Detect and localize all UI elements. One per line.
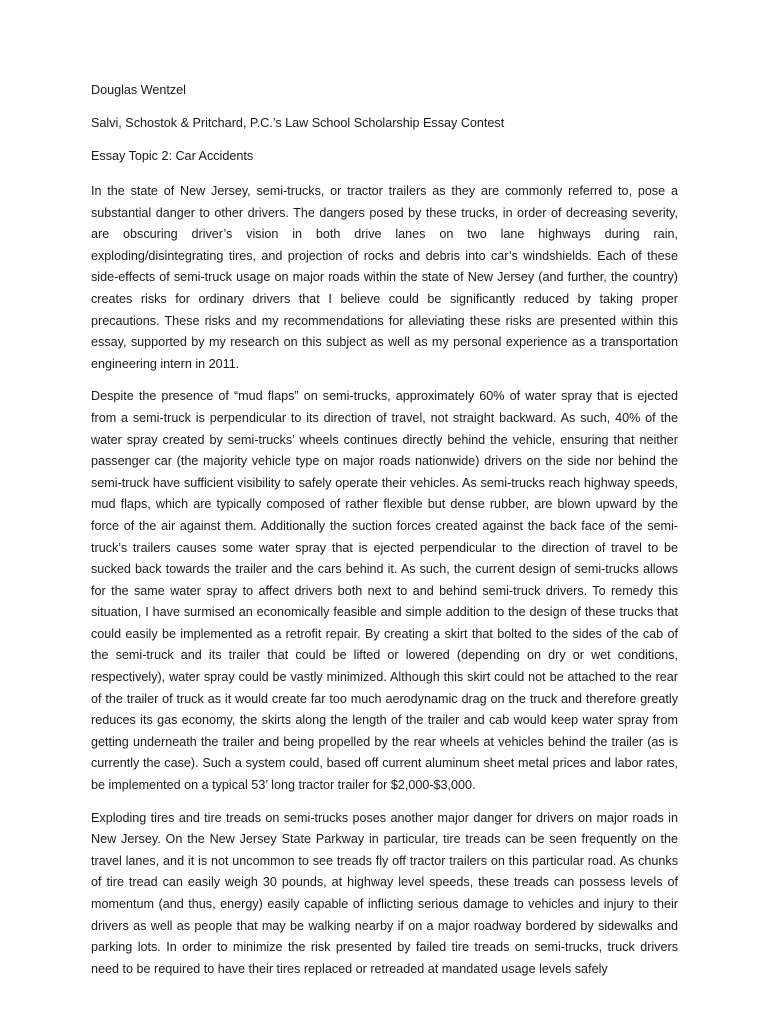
essay-topic: Essay Topic 2: Car Accidents [91,149,254,163]
author-name: Douglas Wentzel [91,83,186,97]
paragraph-tires: Exploding tires and tire treads on semi-trucks poses another major danger for drivers on major roads in New Jersey. On the New Jersey State Parkway in particular, tire treads can be seen frequently on the travel lanes, and it is not uncommon to see treads fly off tractor trailers on this particular road. As chunks of tire tread can easily weigh 30 pounds, at highway level speeds, these treads can possess levels of momentum (and thus, energy) easily capable of inflicting serious damage to vehicles and injury to their drivers as well as people that may be walking nearby if on a major roadway bordered by sidewalks and parking lots. In order to minimize the risk presented by failed tire treads on semi-trucks, truck drivers need to be required to have their tires replaced or retreaded at mandated usage levels safely [91,810,678,976]
paragraph-intro: In the state of New Jersey, semi-trucks, or tractor trailers as they are commonly referred to, pose a substantial danger to other drivers. The dangers posed by these trucks, in order of decreasing severity, are obscuring driver’s vision in both drive lanes on two lane highways during rain, exploding/disintegrating tires, and projection of rocks and debris into car’s windshields. Each of these side-effects of semi-truck usage on major roads within the state of New Jersey (and further, the country) creates risks for ordinary drivers that I believe could be significantly reduced by taking proper precautions. These risks and my recommendations for alleviating these risks are presented within this essay, supported by my research on this subject as well as my personal experience as a transportation engineering intern in 2011. [91,184,678,371]
essay-body [91,82,678,991]
contest-title: Salvi, Schostok & Pritchard, P.C.’s Law School Scholarship Essay Contest [91,116,505,130]
paragraph-water-spray: Despite the presence of “mud flaps” on semi-trucks, approximately 60% of water spray that is ejected from a semi-truck is perpendicular to its direction of travel, not straight backward. As such, 40% of the water spray created by semi-trucks’ wheels continues directly behind the vehicle, ensuring that neither passenger car (the majority vehicle type on major roads nationwide) drivers on the side nor behind the semi-truck have sufficient visibility to safely operate their vehicles. As semi-trucks reach highway speeds, mud flaps, which are typically composed of rather flexible but dense rubber, are blown upward by the force of the air against them. Additionally the suction forces created against the back face of the semi-truck’s trailers causes some water spray that is ejected perpendicular to the direction of travel to be sucked back towards the trailer and the cars behind it. As such, the current design of semi-trucks allows for the same water spray to affect drivers both next to and behind semi-truck drivers. To remedy this situation, I have surmised an economically feasible and simple addition to the design of these trucks that could easily be implemented as a retrofit repair. By creating a skirt that bolted to the sides of the cab of the semi-truck and its trailer that could be lifted or lowered (depending on dry or wet conditions, respectively), water spray could be vastly minimized. Although this skirt could not be attached to the rear of the trailer of truck as it would create far too much aerodynamic drag on the truck and therefore greatly reduces its gas economy, the skirts along the length of the trailer and cab would keep water spray from getting underneath the trailer and being propelled by the rear wheels at vehicles behind the trailer (as is currently the case). Such a system could, based off current aluminum sheet metal prices and labor rates, be implemented on a typical 53’ long tractor trailer for $2,000-$3,000. [91,389,678,793]
